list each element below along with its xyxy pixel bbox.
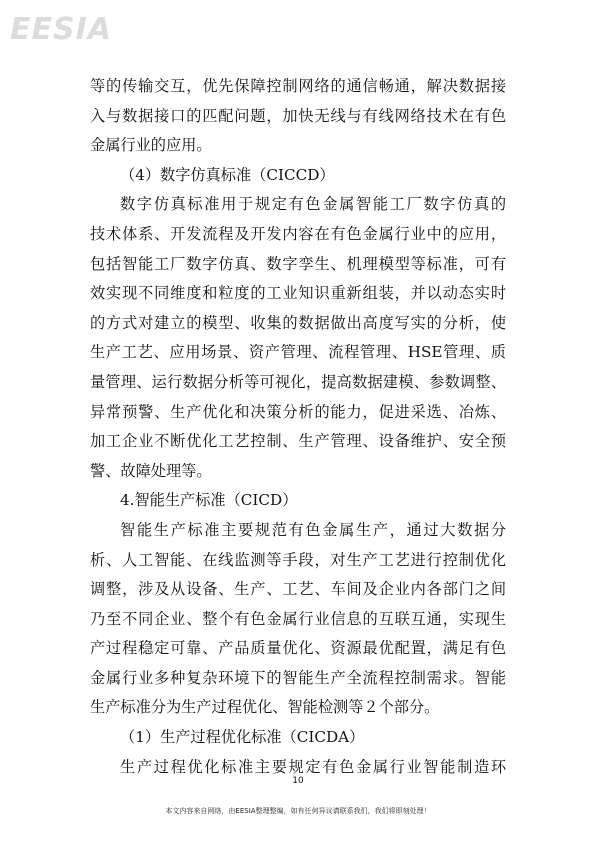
text-line: 包括智能工厂数字仿真、数字孪生、机理模型等标准，可有: [90, 254, 506, 273]
page-number: 10: [292, 776, 304, 786]
text-line: 调整，涉及从设备、生产、工艺、车间及企业内各部门之间: [90, 580, 506, 599]
footer-notice: 本文内容来自网络，由EESIA整理整编，如有任何异议请联系我们，我们将即刻处理！: [165, 807, 431, 815]
text-line: 加工企业不断优化工艺控制、生产管理、设备维护、安全预: [90, 432, 506, 451]
text-line: 入与数据接口的匹配问题，加快无线与有线网络技术在有色: [90, 106, 506, 125]
section-heading: （4）数字仿真标准（CICCD）: [120, 165, 335, 184]
text-line: 生产标准分为生产过程优化、智能检测等２个部分。: [90, 698, 440, 717]
text-line: 产过程稳定可靠、产品质量优化、资源最优配置，满足有色: [90, 639, 506, 658]
text-line: 金属行业多种复杂环境下的智能生产全流程控制需求。智能: [90, 668, 506, 687]
document-body: [90, 72, 506, 782]
text-line: 生产工艺、应用场景、资产管理、流程管理、HSE管理、质: [90, 343, 506, 362]
text-line: 智能生产标准主要规范有色金属生产，通过大数据分: [120, 520, 506, 539]
text-line: 数字仿真标准用于规定有色金属智能工厂数字仿真的: [120, 195, 506, 214]
text-line: 警、故障处理等。: [90, 461, 212, 480]
text-line: 效实现不同维度和粒度的工业知识重新组装，并以动态实时: [90, 284, 506, 303]
text-line: 等的传输交互，优先保障控制网络的通信畅通，解决数据接: [90, 77, 506, 95]
section-heading: （1）生产过程优化标准（CICDA）: [120, 728, 365, 747]
section-heading: 4.智能生产标准（CICD）: [120, 491, 298, 510]
text-line: 量管理、运行数据分析等可视化，提高数据建模、参数调整、: [90, 372, 506, 391]
text-line: 金属行业的应用。: [90, 136, 212, 155]
text-line: 异常预警、生产优化和决策分析的能力，促进采选、冶炼、: [90, 402, 506, 421]
text-line: 生产过程优化标准主要规定有色金属行业智能制造环: [120, 757, 506, 776]
text-line: 析、人工智能、在线监测等手段，对生产工艺进行控制优化: [90, 550, 506, 569]
text-line: 乃至不同企业、整个有色金属行业信息的互联互通，实现生: [90, 609, 506, 628]
text-line: 的方式对建立的模型、收集的数据做出高度写实的分析，使: [90, 313, 506, 332]
text-line: 技术体系、开发流程及开发内容在有色金属行业中的应用，: [90, 224, 506, 243]
eesia-logo: EESIA: [10, 12, 112, 47]
